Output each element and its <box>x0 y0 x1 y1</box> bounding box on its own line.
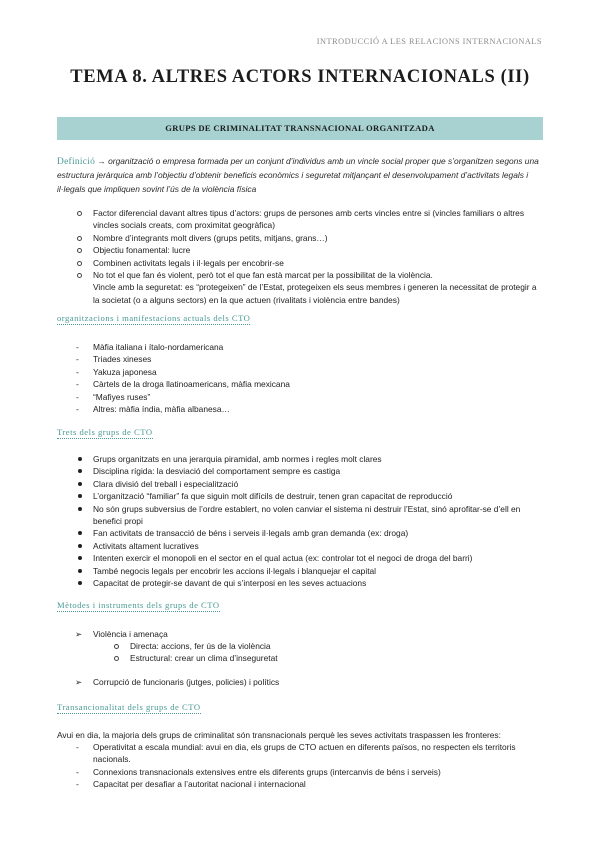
running-header: INTRODUCCIÓ A LES RELACIONS INTERNACIONALS <box>316 37 542 46</box>
section-heading-methods: Mètodes i instruments dels grups de CTO <box>57 600 220 610</box>
list-item: Fan activitats de transacció de béns i serveis il·legals amb gran demanda (ex: droga) <box>93 527 543 539</box>
list-item: Grups organitzats en una jerarquia piramidal, amb normes i regles molt clares <box>93 453 543 465</box>
definition-term: Definició <box>57 157 96 167</box>
list-item: No són grups subversius de l’ordre establert, no volen canviar el sistema ni destruir l’Estat, sinó aprofitar-se d’ell en benefici propi <box>93 503 543 528</box>
list-item: Activitats altament lucratives <box>93 540 543 552</box>
transnational-intro: Avui en dia, la majoria dels grups de criminalitat són transnacionals perquè les seves activitats traspassen les fronteres: <box>57 730 501 740</box>
dash-bullet-icon: - <box>76 742 79 752</box>
list-item-note: Vincle amb la seguretat: es “protegeixen” de l’Estat, protegeixen els seus membres i generen la necessitat de protegir a la societat (o a alguns sectors) en la que actuen (rivalitats i violència entre bandes) <box>93 282 537 305</box>
dot-bullet-icon <box>78 581 82 585</box>
page-title: TEMA 8. ALTRES ACTORS INTERNACIONALS (II) <box>70 67 530 87</box>
list-item: - Connexions transnacionals extensives entre els diferents grups (intercanvis de béns i serveis) <box>76 766 441 777</box>
dot-bullet-icon <box>78 507 82 511</box>
list-item: L’organització “familiar” fa que siguin molt difícils de destruir, tenen gran capacitat de reproducció <box>93 490 543 502</box>
methods-sub-item: Estructural: crear un clima d’inseguretat <box>130 652 278 664</box>
circle-bullet-icon <box>77 248 82 253</box>
list-item: - Màfia italiana i ítalo-nordamericana <box>76 342 224 352</box>
dash-bullet-icon: - <box>76 354 79 365</box>
dash-bullet-icon: - <box>76 342 79 352</box>
organizations-list <box>76 341 543 415</box>
dot-bullet-icon <box>78 457 82 461</box>
dot-bullet-icon <box>78 569 82 573</box>
dot-bullet-icon <box>78 482 82 486</box>
list-item: Factor diferencial davant altres tipus d’actors: grups de persones amb certs vincles entre si (vincles familiars o altres vincles socials creats, com proximitat geogràfica) <box>93 207 543 232</box>
list-item: - “Mafiyes ruses” <box>76 391 151 402</box>
list-item: Intenten exercir el monopoli en el sector en el qual actua (ex: controlar tot el negoci de droga del barri) <box>93 552 543 564</box>
circle-bullet-icon <box>77 261 82 266</box>
list-item: - Triades xineses <box>76 354 152 365</box>
circle-bullet-icon <box>77 236 82 241</box>
list-item: També negocis legals per encobrir les accions il·legals i blanquejar el capital <box>93 565 543 577</box>
list-item: Combinen activitats legals i il·legals per encobrir-se <box>93 257 543 269</box>
dash-bullet-icon: - <box>76 391 79 402</box>
circle-bullet-icon <box>77 273 82 278</box>
definition-text: → organització o empresa formada per un conjunt d’individus amb un vincle social proper que s’organitzen segons una estructura jeràrquica amb l’objectiu d’obtenir beneficis econòmics i seguretat mitjançant el desenvolupament d’activitats legals i il·legals que impliquen sovint l’ús de la violència física <box>57 156 539 194</box>
dash-bullet-icon: - <box>76 379 79 390</box>
section-heading-traits: Trets dels grups de CTO <box>57 427 153 437</box>
section-banner: GRUPS DE CRIMINALITAT TRANSNACIONAL ORGANITZADA <box>57 117 543 140</box>
dash-bullet-icon: - <box>76 766 79 777</box>
section-heading-organizations: organitzacions i manifestacions actuals dels CTO <box>57 313 251 323</box>
list-item: - Operativitat a escala mundial: avui en dia, els grups de CTO actuen en diferents països, no respecten els territoris nacionals. <box>76 742 516 765</box>
circle-bullet-icon <box>114 656 119 661</box>
dash-bullet-icon: - <box>76 779 79 790</box>
arrow-bullet-icon: ➢ <box>75 677 83 687</box>
list-item: Disciplina rígida: la desviació del comportament sempre es castiga <box>93 465 543 477</box>
dash-bullet-icon: - <box>76 404 79 415</box>
list-item: Capacitat de protegir-se davant de qui s’interposi en les seves actuacions <box>93 577 543 589</box>
dot-bullet-icon <box>78 544 82 548</box>
features-list <box>93 207 543 306</box>
list-item: Objectiu fonamental: lucre <box>93 244 543 256</box>
list-item: - Yakuza japonesa <box>76 366 157 377</box>
transnational-list <box>76 741 543 791</box>
circle-bullet-icon <box>114 644 119 649</box>
dot-bullet-icon <box>78 531 82 535</box>
list-item: - Càrtels de la droga llatinoamericans, màfia mexicana <box>76 379 290 390</box>
methods-item-corruption: ➢ Corrupció de funcionaris (jutges, policies) i polítics <box>75 677 280 687</box>
list-item: - Altres: màfia índia, màfia albanesa… <box>76 404 230 415</box>
definition-paragraph <box>57 155 545 196</box>
arrow-bullet-icon: ➢ <box>75 629 83 639</box>
dash-bullet-icon: - <box>76 366 79 377</box>
list-item: No tot el que fan és violent, però tot el que fan està marcat per la possibilitat de la violència. <box>93 269 543 281</box>
list-item: Clara divisió del treball i especialització <box>93 478 543 490</box>
list-item: - Capacitat per desafiar a l’autoritat nacional i internacional <box>76 779 306 790</box>
dot-bullet-icon <box>78 494 82 498</box>
dot-bullet-icon <box>78 556 82 560</box>
circle-bullet-icon <box>77 211 82 216</box>
methods-sub-item: Directa: accions, fer ús de la violència <box>130 640 271 652</box>
traits-list <box>93 453 543 589</box>
list-item: Nombre d’integrants molt divers (grups petits, mitjans, grans…) <box>93 232 543 244</box>
methods-item-violence: ➢ Violència i amenaça <box>75 629 168 639</box>
dot-bullet-icon <box>78 469 82 473</box>
section-heading-transnational: Transancionalitat dels grups de CTO <box>57 702 201 712</box>
